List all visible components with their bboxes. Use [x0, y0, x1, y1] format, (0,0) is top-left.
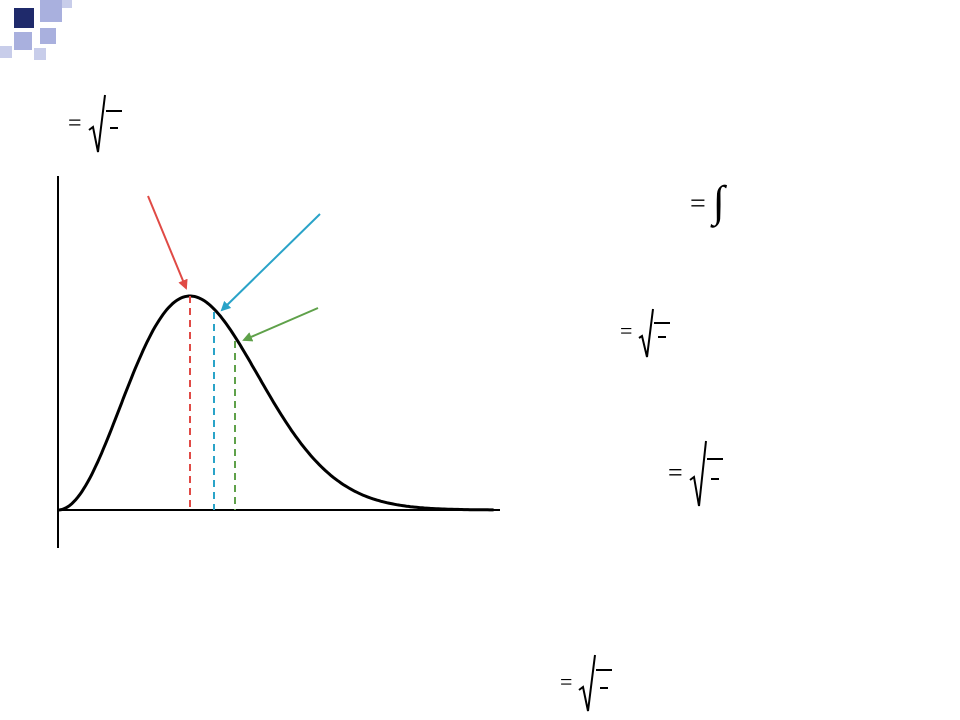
vprom-arrow — [222, 214, 320, 310]
vprom-equation: = — [620, 308, 670, 360]
radical-sign — [638, 308, 654, 360]
maxwell-boltzmann-graph — [0, 0, 520, 560]
integral-sign: ∫ — [712, 177, 725, 226]
distribution-curve — [58, 296, 494, 510]
vp-arrow — [148, 196, 186, 288]
vrms-sqrt — [689, 440, 723, 510]
vprom-sqrt — [638, 308, 670, 360]
vrms-mean-square-equation: = — [560, 654, 612, 714]
radical-sign — [578, 654, 596, 714]
vrms-arrow — [244, 308, 318, 340]
vp-formula: = — [68, 94, 122, 156]
final-sqrt — [578, 654, 612, 714]
vrms-equation: = — [668, 440, 723, 510]
radical-sign — [689, 440, 707, 510]
integral-equation: = ∫ — [690, 176, 735, 236]
